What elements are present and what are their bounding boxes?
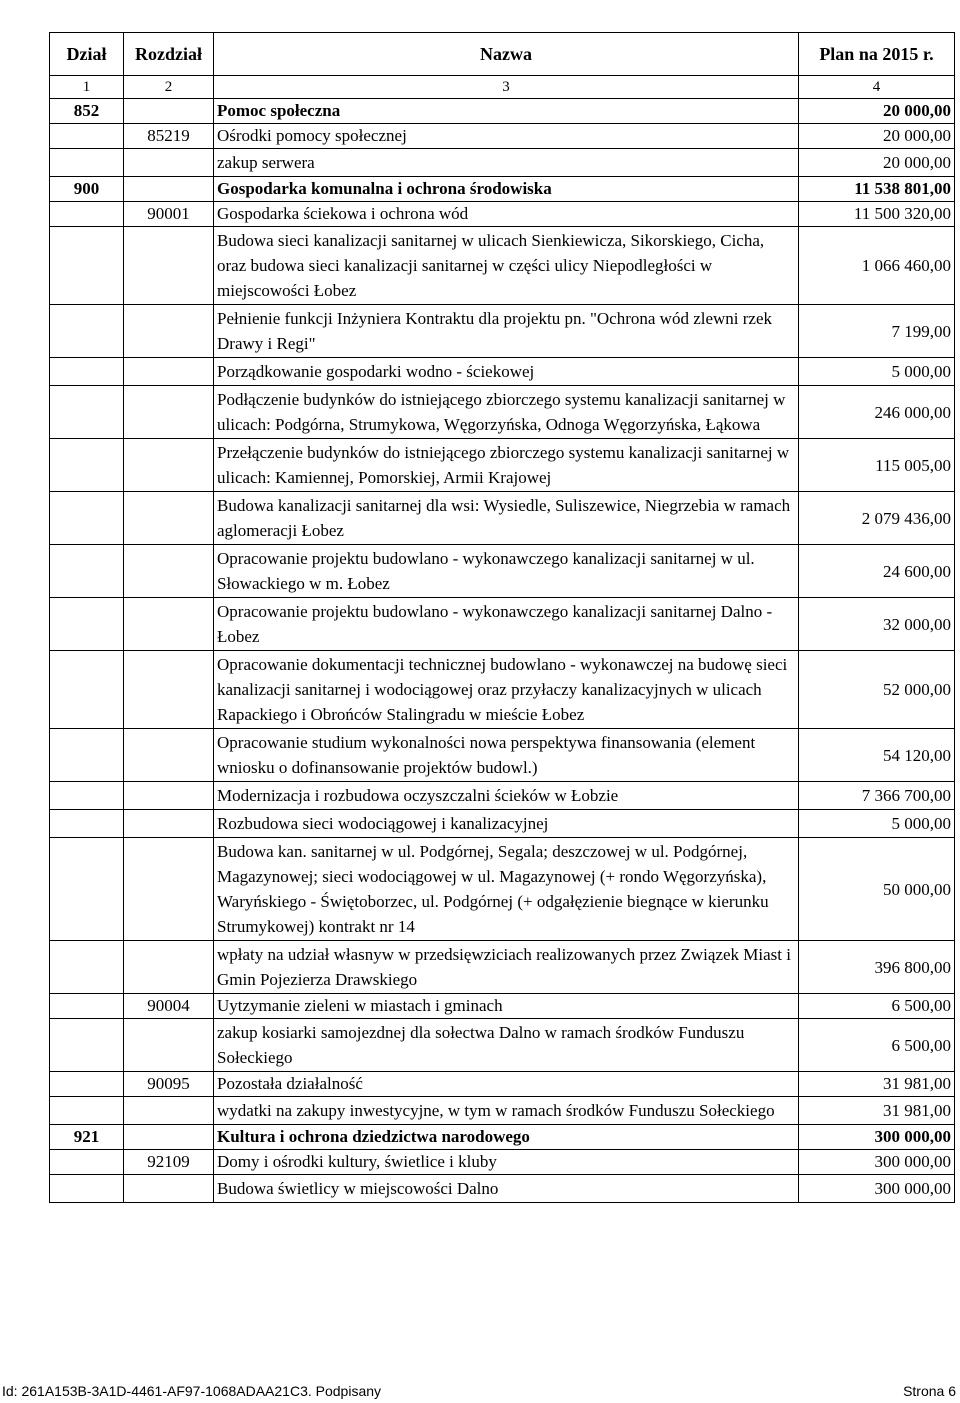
- dzial-cell: [50, 545, 124, 598]
- name-cell: Opracowanie projektu budowlano - wykonawczego kanalizacji sanitarnej w ul. Słowackiego w m. Łobez: [214, 545, 799, 598]
- dzial-cell: 900: [50, 177, 124, 202]
- rozdzial-cell: [124, 941, 214, 994]
- dzial-cell: 921: [50, 1125, 124, 1150]
- rozdzial-cell: [124, 439, 214, 492]
- amount-cell: 20 000,00: [799, 124, 955, 149]
- amount-cell: 115 005,00: [799, 439, 955, 492]
- name-cell: Opracowanie studium wykonalności nowa perspektywa finansowania (element wniosku o dofinansowanie projektów budowl.): [214, 729, 799, 782]
- name-cell: Gospodarka komunalna i ochrona środowiska: [214, 177, 799, 202]
- dzial-cell: [50, 941, 124, 994]
- name-cell: Pełnienie funkcji Inżyniera Kontraktu dla projektu pn. "Ochrona wód zlewni rzek Drawy i Regi": [214, 305, 799, 358]
- amount-cell: 1 066 460,00: [799, 227, 955, 305]
- name-cell: Rozbudowa sieci wodociągowej i kanalizacyjnej: [214, 810, 799, 838]
- item-row: [50, 386, 955, 439]
- dzial-row: [50, 1125, 955, 1150]
- name-cell: Pomoc społeczna: [214, 99, 799, 124]
- item-row: [50, 1097, 955, 1125]
- amount-cell: 54 120,00: [799, 729, 955, 782]
- name-cell: Opracowanie dokumentacji technicznej budowlano - wykonawczej na budowę sieci kanalizacji sanitarnej i wodociągowej oraz przyłaczy kanalizacyjnych w ulicach Rapackiego i Obrońców Stalingradu w mieście Łobez: [214, 651, 799, 729]
- amount-cell: 24 600,00: [799, 545, 955, 598]
- col-number-3: 3: [214, 76, 799, 99]
- name-cell: Przełączenie budynków do istniejącego zbiorczego systemu kanalizacji sanitarnej w ulicach: Kamiennej, Pomorskiej, Armii Krajowej: [214, 439, 799, 492]
- item-row: [50, 598, 955, 651]
- rozdzial-cell: 90001: [124, 202, 214, 227]
- dzial-cell: [50, 1150, 124, 1175]
- amount-cell: 7 366 700,00: [799, 782, 955, 810]
- name-cell: Uytzymanie zieleni w miastach i gminach: [214, 994, 799, 1019]
- dzial-cell: [50, 358, 124, 386]
- dzial-cell: [50, 729, 124, 782]
- name-cell: Opracowanie projektu budowlano - wykonawczego kanalizacji sanitarnej Dalno - Łobez: [214, 598, 799, 651]
- rozdzial-cell: [124, 782, 214, 810]
- item-row: [50, 810, 955, 838]
- dzial-cell: [50, 305, 124, 358]
- rozdzial-row: [50, 1072, 955, 1097]
- amount-cell: 7 199,00: [799, 305, 955, 358]
- name-cell: zakup kosiarki samojezdnej dla sołectwa Dalno w ramach środków Funduszu Sołeckiego: [214, 1019, 799, 1072]
- rozdzial-cell: [124, 177, 214, 202]
- rozdzial-cell: [124, 305, 214, 358]
- name-cell: Pozostała działalność: [214, 1072, 799, 1097]
- amount-cell: 11 538 801,00: [799, 177, 955, 202]
- amount-cell: 300 000,00: [799, 1150, 955, 1175]
- amount-cell: 5 000,00: [799, 810, 955, 838]
- dzial-cell: [50, 651, 124, 729]
- dzial-cell: [50, 994, 124, 1019]
- rozdzial-cell: 90004: [124, 994, 214, 1019]
- budget-table: [49, 32, 955, 1203]
- dzial-cell: [50, 1097, 124, 1125]
- name-cell: Domy i ośrodki kultury, świetlice i kluby: [214, 1150, 799, 1175]
- item-row: [50, 782, 955, 810]
- amount-cell: 11 500 320,00: [799, 202, 955, 227]
- rozdzial-cell: 90095: [124, 1072, 214, 1097]
- rozdzial-cell: [124, 598, 214, 651]
- dzial-cell: [50, 782, 124, 810]
- amount-cell: 31 981,00: [799, 1072, 955, 1097]
- name-cell: Budowa kanalizacji sanitarnej dla wsi: Wysiedle, Suliszewice, Niegrzebia w ramach aglomeracji Łobez: [214, 492, 799, 545]
- rozdzial-cell: [124, 1019, 214, 1072]
- item-row: [50, 729, 955, 782]
- rozdzial-cell: [124, 838, 214, 941]
- table-body: [50, 99, 955, 1203]
- rozdzial-cell: [124, 386, 214, 439]
- amount-cell: 50 000,00: [799, 838, 955, 941]
- item-row: [50, 358, 955, 386]
- rozdzial-row: [50, 1150, 955, 1175]
- item-row: [50, 1019, 955, 1072]
- dzial-row: [50, 99, 955, 124]
- name-cell: Budowa kan. sanitarnej w ul. Podgórnej, Segala; deszczowej w ul. Podgórnej, Magazynowej; sieci wodociągowej w ul. Magazynowej (+ rondo Węgorzyńska), Waryńskiego - Świętoborzec, ul. Podgórnej (+ odgałęzienie biegnące w kierunku Strumykowej) kontrakt nr 14: [214, 838, 799, 941]
- rozdzial-cell: [124, 1097, 214, 1125]
- dzial-cell: [50, 598, 124, 651]
- amount-cell: 2 079 436,00: [799, 492, 955, 545]
- name-cell: Gospodarka ściekowa i ochrona wód: [214, 202, 799, 227]
- amount-cell: 52 000,00: [799, 651, 955, 729]
- col-header-dzial: Dział: [50, 33, 124, 76]
- amount-cell: 396 800,00: [799, 941, 955, 994]
- col-number-1: 1: [50, 76, 124, 99]
- dzial-cell: [50, 1019, 124, 1072]
- name-cell: Kultura i ochrona dziedzictwa narodowego: [214, 1125, 799, 1150]
- col-number-4: 4: [799, 76, 955, 99]
- name-cell: Porządkowanie gospodarki wodno - ściekowej: [214, 358, 799, 386]
- item-row: [50, 545, 955, 598]
- amount-cell: 6 500,00: [799, 994, 955, 1019]
- dzial-cell: [50, 227, 124, 305]
- document-id: Id: 261A153B-3A1D-4461-AF97-1068ADAA21C3. Podpisany: [2, 1383, 382, 1399]
- rozdzial-cell: [124, 99, 214, 124]
- amount-cell: 6 500,00: [799, 1019, 955, 1072]
- column-number-row: [50, 76, 955, 99]
- rozdzial-cell: 92109: [124, 1150, 214, 1175]
- name-cell: Ośrodki pomocy społecznej: [214, 124, 799, 149]
- dzial-cell: [50, 1072, 124, 1097]
- dzial-cell: [50, 386, 124, 439]
- amount-cell: 31 981,00: [799, 1097, 955, 1125]
- dzial-row: [50, 177, 955, 202]
- dzial-cell: [50, 492, 124, 545]
- name-cell: wydatki na zakupy inwestycyjne, w tym w ramach środków Funduszu Sołeckiego: [214, 1097, 799, 1125]
- col-header-rozdzial: Rozdział: [124, 33, 214, 76]
- amount-cell: 300 000,00: [799, 1175, 955, 1203]
- amount-cell: 20 000,00: [799, 149, 955, 177]
- rozdzial-row: [50, 994, 955, 1019]
- name-cell: zakup serwera: [214, 149, 799, 177]
- rozdzial-cell: [124, 1175, 214, 1203]
- amount-cell: 300 000,00: [799, 1125, 955, 1150]
- dzial-cell: [50, 838, 124, 941]
- rozdzial-cell: [124, 149, 214, 177]
- dzial-cell: [50, 810, 124, 838]
- table-header-row: [50, 33, 955, 76]
- name-cell: Budowa sieci kanalizacji sanitarnej w ulicach Sienkiewicza, Sikorskiego, Cicha, oraz budowa sieci kanalizacji sanitarnej w części ulicy Niepodległości w miejscowości Łobez: [214, 227, 799, 305]
- page-number: Strona 6: [903, 1383, 956, 1399]
- amount-cell: 5 000,00: [799, 358, 955, 386]
- rozdzial-cell: [124, 729, 214, 782]
- item-row: [50, 439, 955, 492]
- col-number-2: 2: [124, 76, 214, 99]
- dzial-cell: [50, 439, 124, 492]
- rozdzial-row: [50, 124, 955, 149]
- dzial-cell: [50, 1175, 124, 1203]
- amount-cell: 246 000,00: [799, 386, 955, 439]
- item-row: [50, 1175, 955, 1203]
- rozdzial-cell: [124, 227, 214, 305]
- item-row: [50, 941, 955, 994]
- rozdzial-row: [50, 202, 955, 227]
- item-row: [50, 651, 955, 729]
- item-row: [50, 492, 955, 545]
- dzial-cell: 852: [50, 99, 124, 124]
- dzial-cell: [50, 124, 124, 149]
- rozdzial-cell: [124, 358, 214, 386]
- item-row: [50, 305, 955, 358]
- name-cell: wpłaty na udział własnyw w przedsięwziciach realizowanych przez Związek Miast i Gmin Pojezierza Drawskiego: [214, 941, 799, 994]
- item-row: [50, 227, 955, 305]
- rozdzial-cell: 85219: [124, 124, 214, 149]
- item-row: [50, 149, 955, 177]
- rozdzial-cell: [124, 492, 214, 545]
- rozdzial-cell: [124, 810, 214, 838]
- rozdzial-cell: [124, 545, 214, 598]
- col-header-nazwa: Nazwa: [214, 33, 799, 76]
- dzial-cell: [50, 149, 124, 177]
- amount-cell: 20 000,00: [799, 99, 955, 124]
- rozdzial-cell: [124, 1125, 214, 1150]
- name-cell: Podłączenie budynków do istniejącego zbiorczego systemu kanalizacji sanitarnej w ulicach: Podgórna, Strumykowa, Węgorzyńska, Odnoga Węgorzyńska, Łąkowa: [214, 386, 799, 439]
- item-row: [50, 838, 955, 941]
- amount-cell: 32 000,00: [799, 598, 955, 651]
- rozdzial-cell: [124, 651, 214, 729]
- name-cell: Modernizacja i rozbudowa oczyszczalni ścieków w Łobzie: [214, 782, 799, 810]
- dzial-cell: [50, 202, 124, 227]
- name-cell: Budowa świetlicy w miejscowości Dalno: [214, 1175, 799, 1203]
- col-header-plan: Plan na 2015 r.: [799, 33, 955, 76]
